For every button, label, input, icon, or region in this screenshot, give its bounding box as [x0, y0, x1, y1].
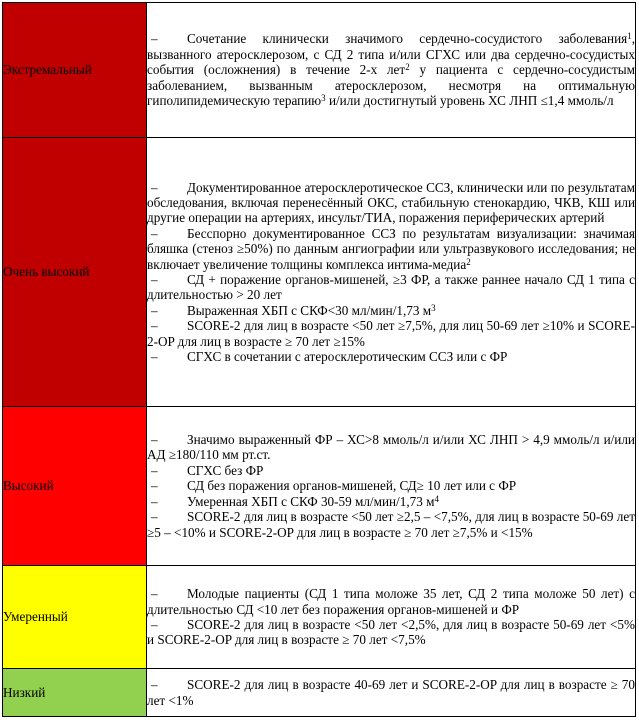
risk-criterion [147, 349, 635, 364]
footnote-marker: 2 [405, 62, 410, 73]
risk-criteria-cell [147, 566, 636, 669]
risk-criterion [147, 318, 635, 349]
risk-row-extreme [3, 3, 636, 138]
risk-criterion [147, 509, 635, 540]
bullet-dash: – [151, 462, 158, 478]
criterion-text: SCORE-2 для лиц в возрасте <50 лет ≥7,5%, для лиц 50-69 лет ≥10% и SCORE-2-OP для лиц в возрасте ≥ 70 лет ≥15% [147, 318, 635, 349]
risk-row-very-high [3, 138, 636, 407]
risk-criterion [147, 226, 635, 272]
risk-criterion [147, 463, 635, 478]
risk-criteria-cell [147, 138, 636, 407]
criterion-text: Значимо выраженный ФР – ХС>8 ммоль/л и/или ХС ЛНП > 4,9 ммоль/л и/или АД ≥180/110 мм рт.ст. [147, 432, 635, 463]
risk-row-high [3, 407, 636, 566]
criterion-text: СГХС в сочетании с атеросклеротическим ССЗ или с ФР [187, 349, 508, 365]
bullet-dash: – [151, 478, 158, 494]
risk-category-label: Умеренный [3, 609, 68, 625]
risk-criterion [147, 432, 635, 463]
risk-category-label: Высокий [3, 478, 54, 494]
bullet-dash: – [151, 617, 158, 632]
criterion-text: Умеренная ХБП с СКФ 30-59 мл/мин/1,73 м [187, 493, 435, 509]
criterion-text: СГХС без ФР [187, 462, 264, 478]
risk-category-cell [3, 3, 147, 138]
criterion-text: SCORE-2 для лиц в возрасте <50 лет <2,5%, для лиц в возрасте 50-69 лет <5% и SCORE-2-OP для лиц в возрасте ≥ 70 лет <7,5% [147, 617, 635, 648]
risk-category-label: Экстремальный [3, 62, 92, 78]
risk-criterion [147, 586, 635, 617]
footnote-marker: 4 [434, 493, 439, 504]
risk-category-label: Очень высокий [3, 264, 90, 280]
criterion-text: Сочетание клинически значимого сердечно-сосудистого заболевания [187, 31, 628, 47]
risk-row-low [3, 669, 636, 717]
risk-category-cell [3, 407, 147, 566]
bullet-dash: – [151, 225, 158, 241]
risk-category-label: Низкий [3, 684, 46, 700]
criterion-text: Выраженная ХБП с СКФ<30 мл/мин/1,73 м [187, 302, 432, 318]
criterion-text: Бесспорно документированное ССЗ по результатам визуализации: значимая бляшка (стеноз ≥50%) по данным ангиографии или ультразвукового исследования; не включает увеличение толщины комплекса интима-медиа [147, 225, 635, 272]
risk-criterion [147, 303, 635, 318]
risk-criteria-cell [147, 669, 636, 717]
bullet-dash: – [151, 318, 158, 334]
risk-criterion [147, 494, 635, 509]
risk-category-cell [3, 669, 147, 717]
criterion-text: SCORE-2 для лиц в возрасте 40-69 лет и SCORE-2-OP для лиц в возрасте ≥ 70 лет <1% [147, 677, 635, 708]
criterion-text: Документированное атеросклеротическое ССЗ, клинически или по результатам обследования, включая перенесённый ОКС, стабильную стенокардию, ЧКВ, КШ или другие операции на артериях, инсульт/ТИА, поражения периферических артерий [147, 179, 635, 226]
risk-criterion [147, 677, 635, 708]
criterion-text: СД без поражения органов-мишеней, СД≥ 10 лет или с ФР [187, 478, 517, 494]
risk-category-cell [3, 138, 147, 407]
risk-criteria-cell [147, 3, 636, 138]
risk-criteria-cell [147, 407, 636, 566]
criterion-text: у пациента с сердечно-сосудистым заболеванием, вызванным атеросклерозом, несмотря на оптимальную гиполипидемическую терапию [147, 62, 635, 109]
bullet-dash: – [151, 677, 158, 693]
risk-criterion [147, 180, 635, 226]
risk-category-table [2, 2, 636, 717]
bullet-dash: – [151, 179, 158, 195]
footnote-marker: 2 [466, 256, 471, 267]
bullet-dash: – [151, 509, 158, 525]
risk-criterion [147, 272, 635, 303]
criterion-text: и/или достигнутый уровень ХС ЛНП ≤1,4 ммоль/л [325, 93, 614, 109]
bullet-dash: – [151, 432, 158, 448]
bullet-dash: – [151, 272, 158, 287]
bullet-dash: – [151, 349, 158, 365]
criterion-text: SCORE-2 для лиц в возрасте <50 лет ≥2,5 – <7,5%, для лиц в возрасте 50-69 лет ≥5 – <10% и SCORE-2-OP для лиц в возрасте ≥ 70 лет ≥7,5% и <15% [147, 509, 635, 540]
bullet-dash: – [151, 493, 158, 509]
criterion-text: , вызванного атеросклерозом, с СД 2 типа и/или СГХС или два сердечно-сосудистых события (осложнения) в течение 2-х лет [147, 31, 635, 78]
risk-criterion [147, 31, 635, 108]
bullet-dash: – [151, 31, 158, 47]
risk-category-cell [3, 566, 147, 669]
criterion-text: СД + поражение органов-мишеней, ≥3 ФР, а также раннее начало СД 1 типа с длительностью > 20 лет [147, 272, 635, 303]
risk-row-moderate [3, 566, 636, 669]
footnote-marker: 3 [431, 302, 436, 313]
footnote-marker: 3 [321, 93, 326, 104]
criterion-text: Молодые пациенты (СД 1 типа моложе 35 лет, СД 2 типа моложе 50 лет) с длительностью СД <10 лет без поражения органов-мишеней и ФР [147, 586, 635, 617]
risk-criterion [147, 617, 635, 648]
bullet-dash: – [151, 586, 158, 602]
risk-criterion [147, 478, 635, 493]
bullet-dash: – [151, 302, 158, 318]
footnote-marker: 1 [627, 31, 632, 42]
